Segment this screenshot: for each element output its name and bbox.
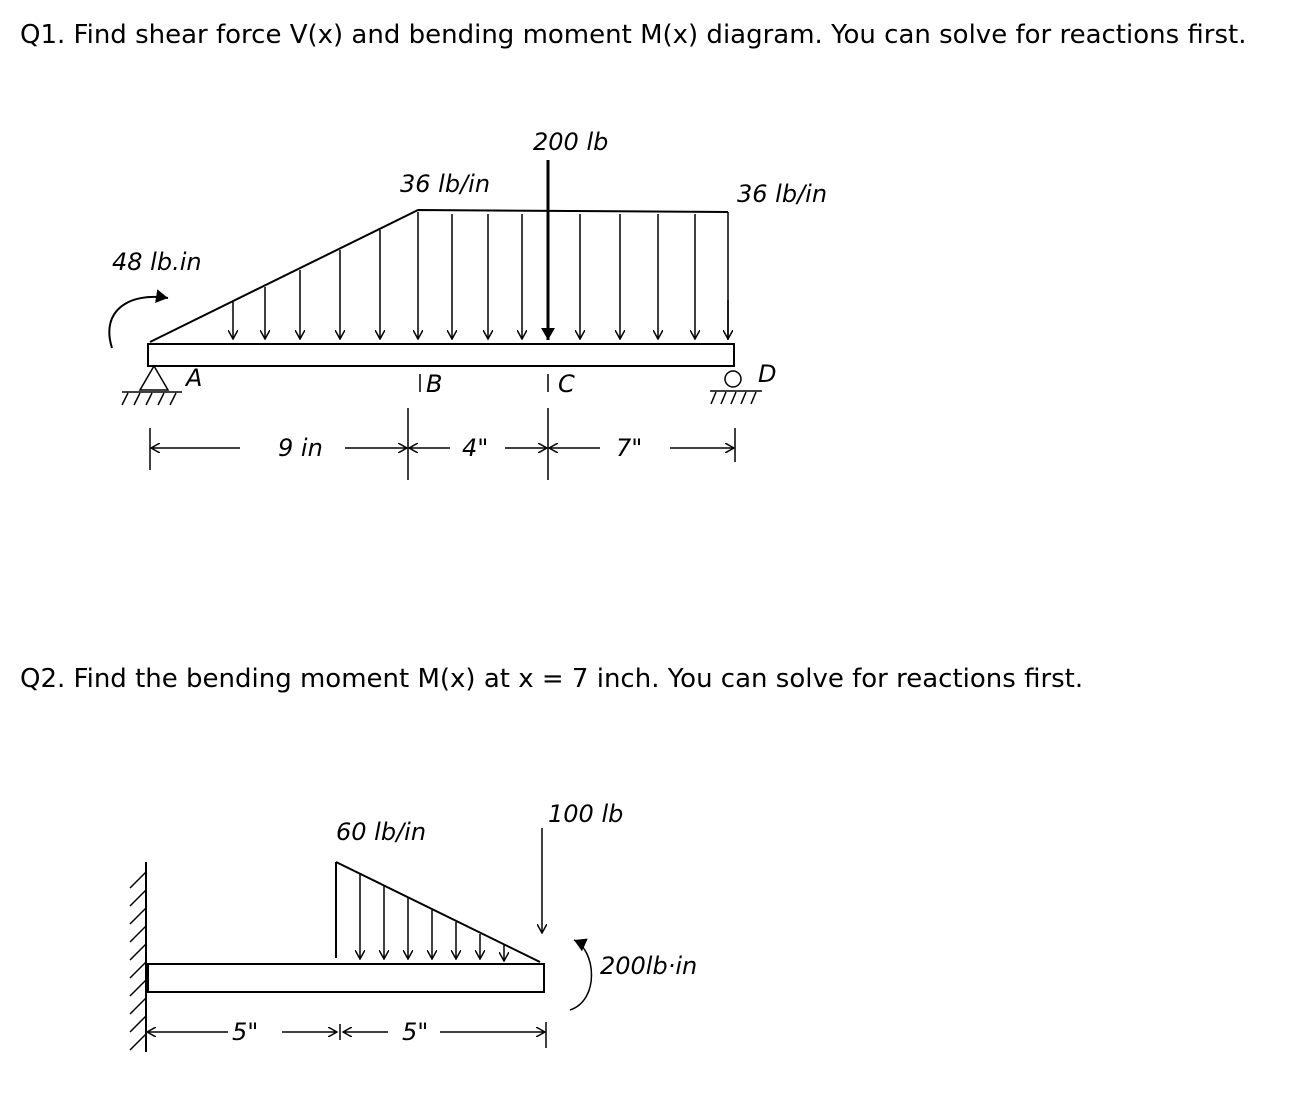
- q1-point-c-label: C: [558, 370, 575, 398]
- q2-triangular-load-arrows: [360, 874, 504, 960]
- q2-dim-2-label: 5": [402, 1018, 429, 1046]
- q2-dimension-lines: [148, 1022, 546, 1048]
- q1-point-b-label: B: [426, 370, 443, 398]
- q2-dist-load-label: 60 lb/in: [336, 818, 427, 846]
- q1-beam: [148, 344, 734, 366]
- q1-dim-1-label: 9 in: [278, 434, 323, 462]
- q2-fixed-wall: [130, 862, 146, 1052]
- q2-triangular-load-outline: [336, 862, 540, 962]
- q1-roller-support-d: [710, 371, 762, 404]
- q1-dist-load-right-label: 36 lb/in: [737, 180, 828, 208]
- q2-beam: [148, 964, 544, 992]
- q1-moment-arrow: [109, 297, 168, 348]
- q1-point-load-label: 200 lb: [533, 128, 609, 156]
- q2-moment-arrow: [570, 940, 592, 1010]
- q2-moment-label: 200lb·in: [600, 952, 698, 980]
- q1-distributed-load-outline: [150, 210, 728, 342]
- q1-point-a-label: A: [186, 364, 203, 392]
- q2-dim-1-label: 5": [232, 1018, 259, 1046]
- q1-dimension-lines: [150, 408, 735, 480]
- q1-moment-label: 48 lb.in: [112, 248, 202, 276]
- question-1-text: Q1. Find shear force V(x) and bending moment M(x) diagram. You can solve for reactions first.: [20, 20, 1247, 50]
- q1-uniform-load-arrows: [452, 214, 728, 338]
- q2-point-load-label: 100 lb: [548, 800, 624, 828]
- q1-dist-load-left-label: 36 lb/in: [400, 170, 491, 198]
- q1-dim-2-label: 4": [462, 434, 489, 462]
- q1-point-d-label: D: [758, 360, 777, 388]
- q1-dim-3-label: 7": [616, 434, 643, 462]
- question-2-text: Q2. Find the bending moment M(x) at x = 7 inch. You can solve for reactions first.: [20, 664, 1084, 694]
- q1-pin-support-a: [122, 366, 182, 405]
- q1-triangular-load-arrows: [233, 212, 418, 338]
